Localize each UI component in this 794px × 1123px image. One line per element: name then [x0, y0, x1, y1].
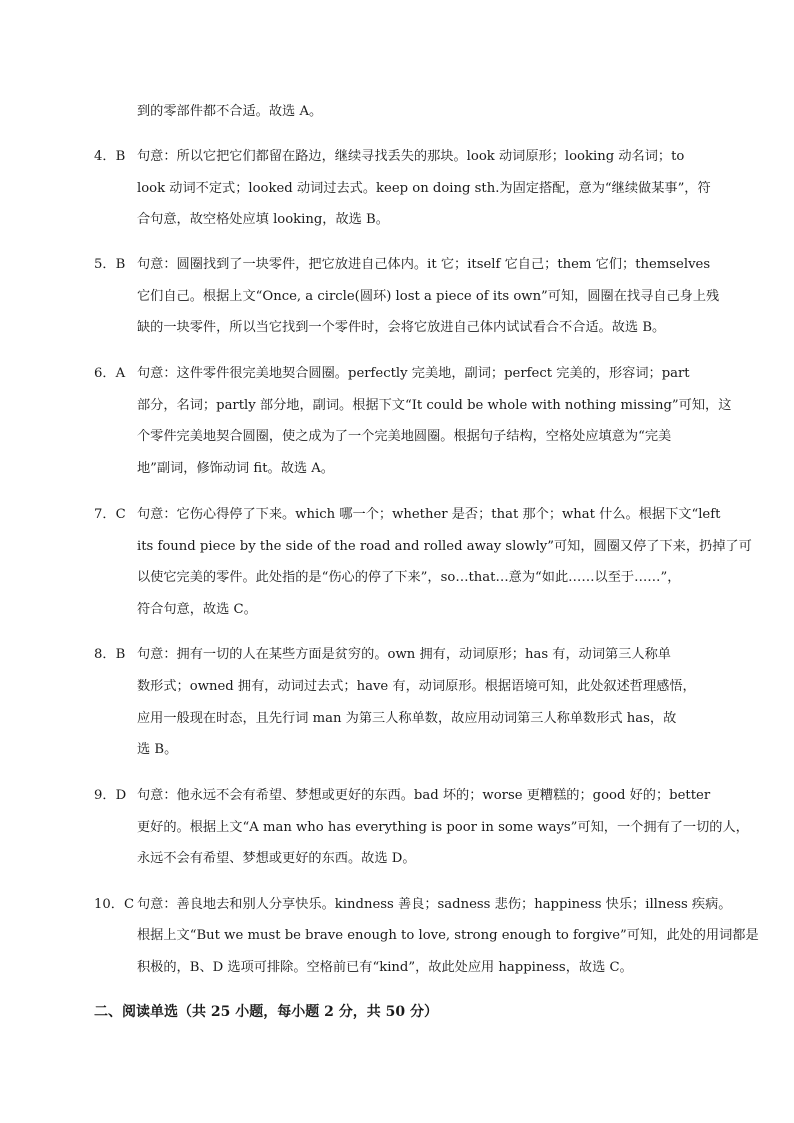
answer-number-7: 7．C: [94, 507, 126, 522]
answer-10-line-3: 积极的，B、D 选项可排除。空格前已有“kind”，故此处应用 happiness，故选 C。: [137, 960, 633, 975]
answer-5-line-3: 缺的一块零件，所以当它找到一个零件时，会将它放进自己体内试试看合不合适。故选 B。: [137, 320, 666, 335]
answer-7-line-3: 以使它完美的零件。此处指的是“伤心的停了下来”，so…that…意为“如此……以至于……”，: [137, 570, 681, 585]
continuation-line: 到的零部件都不合适。故选 A。: [137, 104, 323, 119]
answer-5-line-1: 句意：圆圈找到了一块零件，把它放进自己体内。it 它；itself 它自己；them 它们；themselves: [137, 257, 711, 272]
section-title: 二、阅读单选（共 25 小题，每小题 2 分，共 50 分）: [94, 1004, 438, 1020]
answer-number-8: 8．B: [94, 647, 126, 662]
answer-5-line-2: 它们自己。根据上文“Once, a circle(圆环) lost a piece of its own”可知，圆圈在找寻自己身上残: [137, 289, 720, 304]
answer-4-line-1: 句意：所以它把它们都留在路边，继续寻找丢失的那块。look 动词原形；looking 动名词；to: [137, 149, 685, 164]
answer-number-9: 9．D: [94, 788, 127, 803]
answer-7-line-4: 符合句意，故选 C。: [137, 602, 257, 617]
answer-9-line-1: 句意：他永远不会有希望、梦想或更好的东西。bad 坏的；worse 更糟糕的；good 好的；better: [137, 788, 711, 803]
answer-7-line-1: 句意：它伤心得停了下来。which 哪一个；whether 是否；that 那个；what 什么。根据下文“left: [137, 507, 721, 522]
answer-9-line-2: 更好的。根据上文“A man who has everything is poor in some ways”可知，一个拥有了一切的人，: [137, 820, 749, 835]
answer-8-line-2: 数形式；owned 拥有，动词过去式；have 有，动词原形。根据语境可知，此处叙述哲理感悟，: [137, 679, 696, 694]
answer-8-line-1: 句意：拥有一切的人在某些方面是贫穷的。own 拥有，动词原形；has 有，动词第三人称单: [137, 647, 671, 662]
answer-10-line-1: 句意：善良地去和别人分享快乐。kindness 善良；sadness 悲伤；happiness 快乐；illness 疾病。: [137, 897, 732, 912]
answer-6-line-1: 句意：这件零件很完美地契合圆圈。perfectly 完美地，副词；perfect 完美的，形容词；part: [137, 366, 690, 381]
answer-number-4: 4．B: [94, 149, 126, 164]
answer-8-line-4: 选 B。: [137, 742, 178, 757]
answer-7-line-2: its found piece by the side of the road and rolled away slowly”可知，圆圈又停了下来，扔掉了可: [137, 539, 752, 554]
answer-8-line-3: 应用一般现在时态，且先行词 man 为第三人称单数，故应用动词第三人称单数形式 has，故: [137, 711, 677, 726]
answer-6-line-3: 个零件完美地契合圆圈，使之成为了一个完美地圆圈。根据句子结构，空格处应填意为“完美: [137, 429, 672, 444]
answer-10-line-2: 根据上文“But we must be brave enough to love, strong enough to forgive”可知，此处的用词都是: [137, 928, 759, 943]
answer-4-line-2: look 动词不定式；looked 动词过去式。keep on doing sth.为固定搭配，意为“继续做某事”，符: [137, 181, 711, 196]
answer-6-line-2: 部分，名词；partly 部分地，副词。根据下文“It could be whole with nothing missing”可知，这: [137, 398, 732, 413]
answer-4-line-3: 合句意，故空格处应填 looking，故选 B。: [137, 212, 389, 227]
answer-6-line-4: 地”副词，修饰动词 fit。故选 A。: [137, 461, 334, 476]
answer-9-line-3: 永远不会有希望、梦想或更好的东西。故选 D。: [137, 851, 416, 866]
answer-number-5: 5．B: [94, 257, 126, 272]
answer-number-10: 10．C: [94, 897, 135, 912]
answer-number-6: 6．A: [94, 366, 126, 381]
